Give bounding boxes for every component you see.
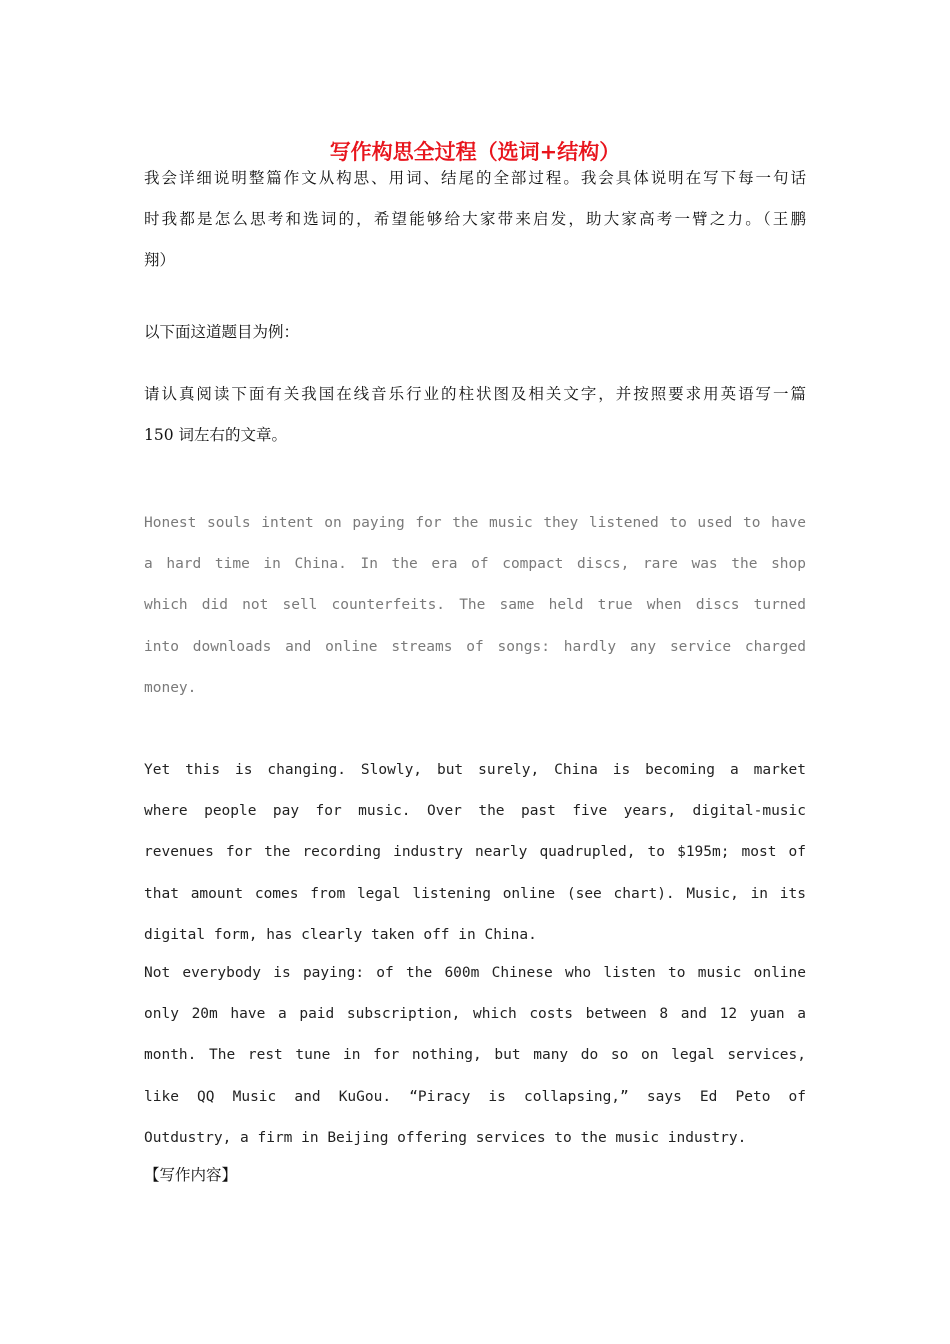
passage-line: which did not sell counterfeits. The same held true when discs turned [144,597,806,614]
passage-paragraph-1 [144,503,806,709]
passage-paragraph-2 [144,750,806,956]
passage-line: Outdustry, a firm in Beijing offering services to the music industry. [144,1129,747,1146]
passage-line: Not everybody is paying: of the 600m Chinese who listen to music online [144,965,806,981]
section-heading-block [144,1155,806,1196]
passage-line: that amount comes from legal listening online (see chart). Music, in its [144,885,806,902]
example-label: 以下面这道题目为例： [144,323,300,341]
intro-line: 时我都是怎么思考和选词的，希望能够给大家带来启发，助大家高考一臂之力。（王鹏 [144,210,806,228]
section-heading: 【写作内容】 [144,1166,238,1184]
passage-line: where people pay for music. Over the past five years, digital-music [144,803,806,820]
passage-line: money. [144,679,197,696]
example-label-block [144,312,806,353]
prompt-paragraph [144,374,806,456]
passage-line: a hard time in China. In the era of compact discs, rare was the shop [144,556,806,573]
intro-line: 翔） [144,251,176,269]
passage-line: into downloads and online streams of songs: hardly any service charged [144,638,806,655]
passage-line: like QQ Music and KuGou. “Piracy is collapsing,” says Ed Peto of [144,1088,806,1105]
passage-paragraph-3 [144,953,806,1159]
passage-line: digital form, has clearly taken off in China. [144,926,537,943]
intro-paragraph [144,158,806,281]
prompt-line: 请认真阅读下面有关我国在线音乐行业的柱状图及相关文字，并按照要求用英语写一篇 [144,385,806,403]
passage-line: revenues for the recording industry nearly quadrupled, to $195m; most of [144,844,806,861]
passage-line: Yet this is changing. Slowly, but surely, China is becoming a market [144,762,806,778]
prompt-line: 150 词左右的文章。 [144,426,288,444]
passage-line: Honest souls intent on paying for the music they listened to used to have [144,515,806,531]
intro-line: 我会详细说明整篇作文从构思、用词、结尾的全部过程。我会具体说明在写下每一句话 [144,169,806,187]
document-title: 写作构思全过程（选词+结构） [329,139,621,164]
passage-line: only 20m have a paid subscription, which costs between 8 and 12 yuan a [144,1006,806,1023]
passage-line: month. The rest tune in for nothing, but many do so on legal services, [144,1047,806,1064]
